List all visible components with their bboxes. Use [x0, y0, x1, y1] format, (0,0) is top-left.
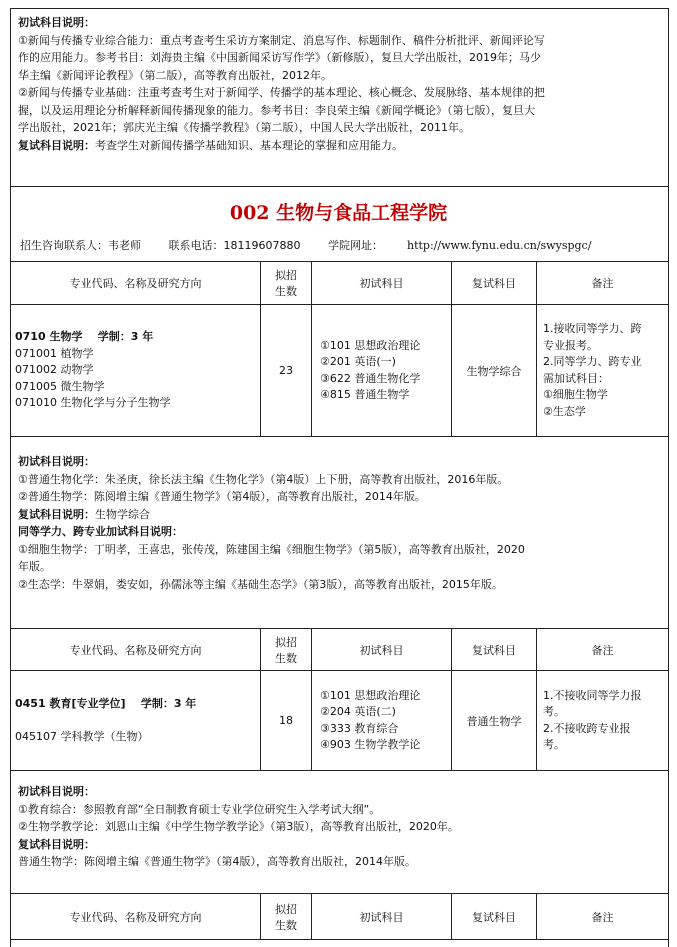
remark-cell — [537, 671, 669, 771]
table-header — [11, 629, 669, 671]
header-retest: 复试科目 — [452, 894, 537, 940]
section1-notes — [10, 14, 667, 154]
header-quota-line: 拟招 — [275, 635, 297, 649]
website-block — [328, 239, 615, 252]
contact-person: 招生咨询联系人：韦老师 — [20, 239, 141, 252]
program-cell — [11, 305, 261, 437]
note-line: ②新闻与传播专业基础：注重考查考生对于新闻学、传播学的基本理论、核心概念、发展脉络、基本规律的把 — [18, 86, 545, 99]
remark-line: 考。 — [543, 705, 565, 718]
retest-text: 考查学生对新闻传播学基础知识、基本理论的掌握和应用能力。 — [95, 138, 403, 152]
header-prelim: 初试科目 — [312, 262, 452, 305]
duration: 学制：3 年 — [97, 330, 154, 344]
table-row — [11, 671, 669, 771]
header-code: 专业代码、名称及研究方向 — [11, 629, 261, 671]
major-name: 0710 生物学 — [15, 330, 83, 344]
note-line: 华主编《新闻评论教程》（第二版），高等教育出版社，2012年。 — [18, 68, 332, 82]
subject-item: ①101 思想政治理论 — [320, 688, 421, 702]
website-link[interactable]: http://www.fynu.edu.cn/swyspgc/ — [406, 239, 592, 252]
header-remark: 备注 — [537, 262, 669, 305]
direction-item: 071001 植物学 — [15, 346, 94, 360]
direction-item: 071002 动物学 — [15, 363, 94, 377]
retest-line — [18, 506, 659, 524]
header-quota-line: 拟招 — [275, 902, 297, 916]
subject-item: ③622 普通生物化学 — [320, 371, 421, 385]
subject-item: ④815 普通生物学 — [320, 388, 410, 401]
header-quota-line: 生数 — [275, 285, 297, 298]
header-prelim: 初试科目 — [312, 894, 452, 940]
contact-phone: 联系电话：18119607880 — [168, 239, 301, 252]
note-line: ②生物学教学论：刘恩山主编《中学生物学教学论》（第3版），高等教育出版社，2020年。 — [18, 820, 459, 833]
remark-line: 需加试科目： — [543, 371, 609, 385]
retest-heading: 复试科目说明： — [18, 837, 95, 851]
header-quota-line: 拟招 — [275, 269, 297, 282]
note-line: 年版。 — [18, 560, 51, 573]
note-line: ①细胞生物学：丁明孝，王喜忠，张传茂，陈建国主编《细胞生物学》（第5版），高等教育出版社，2020 — [18, 542, 525, 556]
prelim-heading: 初试科目说明： — [18, 785, 95, 798]
program-table — [10, 893, 669, 940]
subject-item: ②204 英语(二) — [320, 705, 396, 718]
note-line: ①教育综合：参照教育部“全日制教育硕士专业学位研究生入学考试大纲”。 — [18, 802, 381, 816]
header-code: 专业代码、名称及研究方向 — [11, 894, 261, 940]
section3-notes — [10, 783, 667, 871]
program-table — [10, 261, 669, 437]
direction-item: 071010 生物化学与分子生物学 — [15, 396, 171, 410]
remark-line: 1.不接收同等学力报 — [543, 688, 642, 702]
remark-line: ②生态学 — [543, 404, 586, 418]
remark-line: 2.不接收跨专业报 — [543, 721, 631, 735]
table-header — [11, 894, 669, 940]
header-prelim: 初试科目 — [312, 629, 452, 671]
note-line: ①普通生物化学：朱圣庚，徐长法主编《生物化学》（第4版）上下册，高等教育出版社，2016年版。 — [18, 472, 509, 486]
subject-item: ①101 思想政治理论 — [320, 338, 421, 352]
header-quota — [261, 629, 312, 671]
retest-subject: 普通生物学 — [452, 671, 537, 771]
note-line: ②普通生物学：陈阅增主编《普通生物学》（第4版），高等教育出版社，2014年版。 — [18, 490, 426, 503]
direction-item: 071005 微生物学 — [15, 379, 105, 393]
contact-info — [20, 237, 639, 253]
quota-value: 18 — [261, 671, 312, 771]
table-row — [11, 305, 669, 437]
header-quota — [261, 894, 312, 940]
remark-line: 2.同等学力、跨专业 — [543, 355, 642, 368]
major-line — [15, 696, 256, 713]
table-header — [11, 262, 669, 305]
duration: 学制：3 年 — [140, 697, 197, 710]
retest-text: 普通生物学：陈阅增主编《普通生物学》（第4版），高等教育出版社，2014年版。 — [18, 855, 416, 868]
remark-cell — [537, 305, 669, 437]
header-quota-line: 生数 — [275, 918, 297, 932]
remark-line: ①细胞生物学 — [543, 388, 608, 401]
note-line: 握，以及运用理论分析解释新闻传播现象的能力。参考书目：李良荣主编《新闻学概论》（第七版），复旦大 — [18, 103, 535, 117]
retest-subject: 生物学综合 — [452, 305, 537, 437]
program-cell — [11, 671, 261, 771]
note-line: ②生态学：牛翠娟，娄安如，孙儒泳等主编《基础生态学》（第3版），高等教育出版社，2015年版。 — [18, 577, 503, 591]
website-label: 学院网址： — [327, 239, 383, 252]
note-line: 学出版社，2021年；郭庆光主编《传播学教程》（第二版），中国人民大学出版社，2011年。 — [18, 121, 470, 134]
subject-item: ②201 英语(一) — [320, 355, 396, 368]
header-remark: 备注 — [537, 894, 669, 940]
header-retest: 复试科目 — [452, 262, 537, 305]
section2-notes — [10, 453, 667, 593]
divider — [10, 8, 668, 9]
header-quota — [261, 262, 312, 305]
major-name: 0451 教育[专业学位] — [15, 697, 126, 710]
header-remark: 备注 — [537, 629, 669, 671]
header-code: 专业代码、名称及研究方向 — [11, 262, 261, 305]
retest-heading: 复试科目说明： — [18, 507, 95, 521]
extra-heading: 同等学力、跨专业加试科目说明： — [18, 525, 183, 538]
program-table — [10, 628, 669, 771]
header-quota-line: 生数 — [275, 651, 297, 665]
note-line: ①新闻与传播专业综合能力：重点考查考生采访方案制定、消息写作、标题制作、稿件分析批评、新闻评论写 — [18, 33, 545, 47]
subject-item: ③333 教育综合 — [320, 721, 399, 735]
prelim-heading: 初试科目说明： — [18, 455, 95, 468]
subjects-cell — [312, 671, 452, 771]
subjects-cell — [312, 305, 452, 437]
header-retest: 复试科目 — [452, 629, 537, 671]
major-line — [15, 329, 256, 346]
retest-line — [18, 137, 659, 155]
direction-item: 045107 学科教学（生物） — [15, 729, 149, 743]
remark-line: 专业报考。 — [543, 338, 598, 352]
remark-line: 1.接收同等学力、跨 — [543, 322, 642, 335]
retest-text: 生物学综合 — [95, 507, 150, 521]
prelim-heading: 初试科目说明： — [18, 16, 95, 29]
retest-heading: 复试科目说明： — [18, 138, 95, 152]
note-line: 作的应用能力。参考书目：刘海贵主编《中国新闻采访写作学》（新修版），复旦大学出版社，2019年；马少 — [18, 51, 541, 64]
quota-value: 23 — [261, 305, 312, 437]
subject-item: ④903 生物学教学论 — [320, 738, 421, 751]
school-title: 002 生物与食品工程学院 — [229, 202, 448, 224]
remark-line: 考。 — [543, 738, 565, 751]
divider — [10, 186, 668, 187]
